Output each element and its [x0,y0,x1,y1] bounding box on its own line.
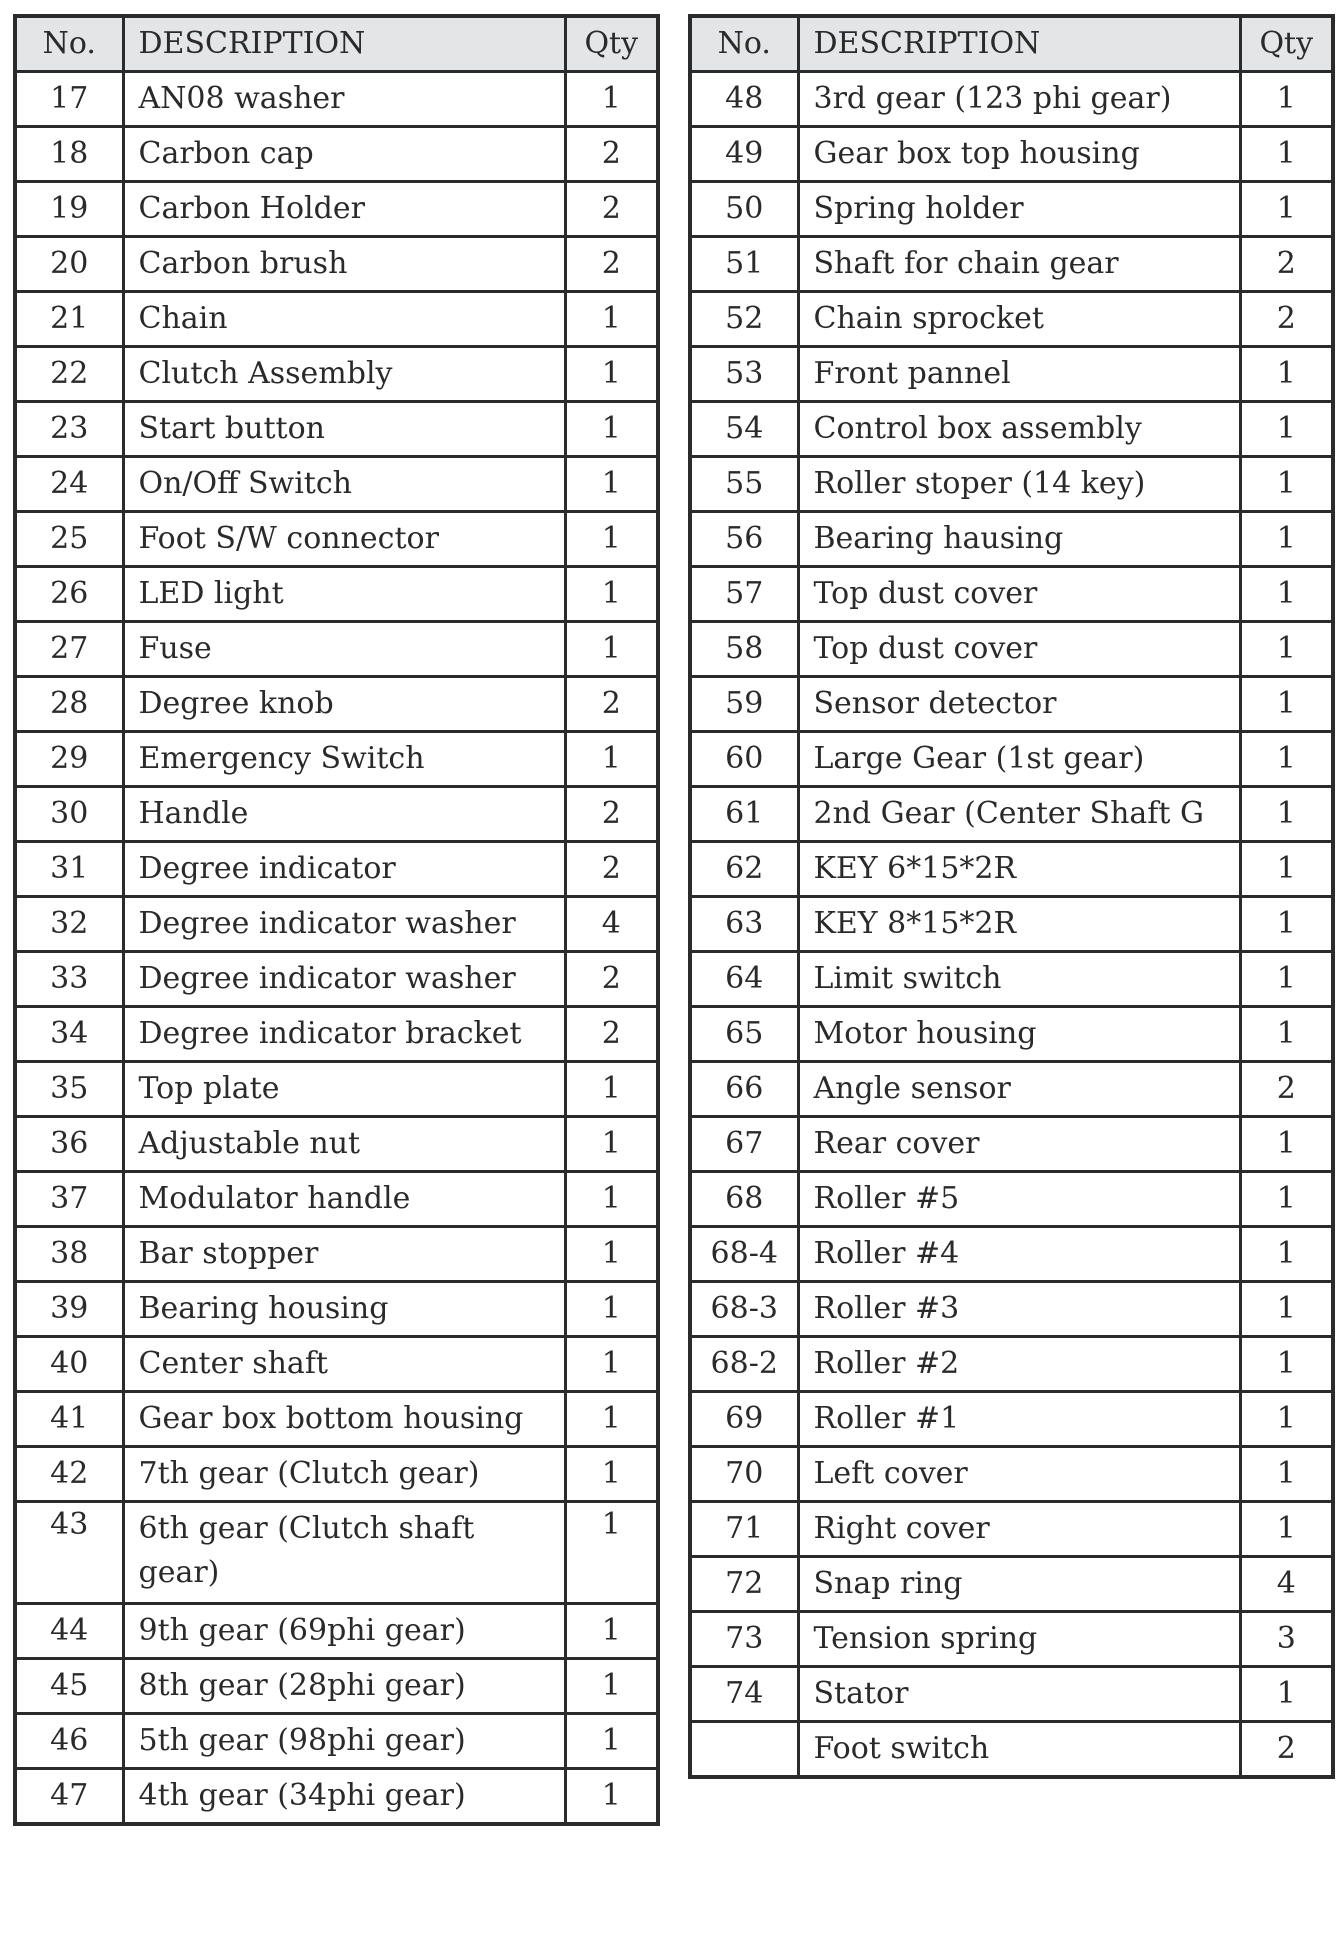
part-quantity: 1 [565,72,658,127]
part-quantity: 1 [1240,677,1333,732]
table-row [690,1007,1333,1062]
part-description: 9th gear (69phi gear) [123,1604,565,1659]
part-description: Roller #2 [798,1337,1240,1392]
part-quantity: 1 [1240,512,1333,567]
table-row [690,1172,1333,1227]
table-row [15,347,658,402]
part-quantity: 3 [1240,1612,1333,1667]
table-row [15,1337,658,1392]
part-number [690,1722,798,1778]
part-quantity: 1 [1240,72,1333,127]
part-number: 55 [690,457,798,512]
table-row [690,237,1333,292]
table-row [15,622,658,677]
part-number: 53 [690,347,798,402]
part-number: 71 [690,1502,798,1557]
part-number: 41 [15,1392,123,1447]
header-no: No. [15,16,123,72]
part-number: 34 [15,1007,123,1062]
part-quantity: 1 [1240,567,1333,622]
part-quantity: 1 [565,1392,658,1447]
part-number: 62 [690,842,798,897]
part-number: 68-4 [690,1227,798,1282]
part-description: Gear box bottom housing [123,1392,565,1447]
part-number: 67 [690,1117,798,1172]
part-quantity: 1 [1240,1447,1333,1502]
part-quantity: 1 [565,402,658,457]
table-row [690,127,1333,182]
part-quantity: 1 [565,1769,658,1825]
part-quantity: 1 [565,567,658,622]
part-quantity: 1 [1240,1502,1333,1557]
header-no: No. [690,16,798,72]
part-quantity: 1 [565,732,658,787]
table-row [15,457,658,512]
part-quantity: 2 [565,787,658,842]
part-number: 65 [690,1007,798,1062]
part-description: Fuse [123,622,565,677]
table-row [15,1604,658,1659]
part-number: 59 [690,677,798,732]
part-quantity: 1 [565,622,658,677]
table-row [690,1722,1333,1778]
part-number: 42 [15,1447,123,1502]
part-quantity: 1 [565,512,658,567]
part-number: 21 [15,292,123,347]
part-description: Limit switch [798,952,1240,1007]
table-row [15,677,658,732]
header-description: DESCRIPTION [123,16,565,72]
part-quantity: 1 [1240,402,1333,457]
part-quantity: 1 [1240,787,1333,842]
part-number: 47 [15,1769,123,1825]
part-number: 54 [690,402,798,457]
part-description: Roller #5 [798,1172,1240,1227]
part-quantity: 1 [1240,1007,1333,1062]
table-row [690,787,1333,842]
table-row [15,1062,658,1117]
part-description: Large Gear (1st gear) [798,732,1240,787]
part-number: 38 [15,1227,123,1282]
part-quantity: 1 [565,457,658,512]
part-quantity: 2 [1240,292,1333,347]
part-number: 32 [15,897,123,952]
part-description: Start button [123,402,565,457]
part-description: Carbon Holder [123,182,565,237]
part-description: Bearing housing [123,1282,565,1337]
part-description: LED light [123,567,565,622]
part-quantity: 1 [1240,182,1333,237]
table-row [690,952,1333,1007]
part-description: Foot switch [798,1722,1240,1778]
part-number: 28 [15,677,123,732]
part-number: 17 [15,72,123,127]
table-row [690,1612,1333,1667]
table-row [690,1447,1333,1502]
part-number: 20 [15,237,123,292]
header-description: DESCRIPTION [798,16,1240,72]
table-row [690,1337,1333,1392]
part-number: 19 [15,182,123,237]
part-description: Degree indicator [123,842,565,897]
table-row [15,1502,658,1604]
part-description: Gear box top housing [798,127,1240,182]
part-quantity: 2 [1240,1722,1333,1778]
part-number: 36 [15,1117,123,1172]
part-quantity: 1 [1240,1392,1333,1447]
part-quantity: 1 [1240,1282,1333,1337]
part-description: Modulator handle [123,1172,565,1227]
part-description: 4th gear (34phi gear) [123,1769,565,1825]
part-description: Shaft for chain gear [798,237,1240,292]
table-row [690,1502,1333,1557]
part-quantity: 1 [565,1714,658,1769]
table-row [15,732,658,787]
part-description: Top plate [123,1062,565,1117]
part-quantity: 1 [565,347,658,402]
part-description: Angle sensor [798,1062,1240,1117]
part-description: Chain [123,292,565,347]
table-row [690,897,1333,952]
part-number: 35 [15,1062,123,1117]
part-description: AN08 washer [123,72,565,127]
table-row [690,402,1333,457]
header-row [15,16,658,72]
table-row [15,1769,658,1825]
table-row [15,1392,658,1447]
part-number: 46 [15,1714,123,1769]
part-number: 37 [15,1172,123,1227]
part-description: Carbon cap [123,127,565,182]
part-description: 2nd Gear (Center Shaft G [798,787,1240,842]
part-description: Spring holder [798,182,1240,237]
table-row [15,952,658,1007]
table-row [690,292,1333,347]
part-description: KEY 6*15*2R [798,842,1240,897]
part-quantity: 1 [565,1659,658,1714]
table-row [690,457,1333,512]
part-quantity: 2 [1240,1062,1333,1117]
part-quantity: 1 [1240,1337,1333,1392]
part-number: 68-3 [690,1282,798,1337]
part-description: Top dust cover [798,567,1240,622]
part-quantity: 4 [1240,1557,1333,1612]
part-description: Adjustable nut [123,1117,565,1172]
part-number: 68-2 [690,1337,798,1392]
table-row [690,1282,1333,1337]
part-number: 58 [690,622,798,677]
part-quantity: 1 [1240,897,1333,952]
part-quantity: 2 [565,1007,658,1062]
parts-table-right [688,14,1335,1779]
part-number: 26 [15,567,123,622]
part-quantity: 2 [565,127,658,182]
part-description: Roller #3 [798,1282,1240,1337]
part-description: Top dust cover [798,622,1240,677]
part-number: 44 [15,1604,123,1659]
table-row [15,1282,658,1337]
table-row [15,402,658,457]
part-quantity: 1 [565,292,658,347]
part-description: Roller stoper (14 key) [798,457,1240,512]
part-quantity: 1 [565,1337,658,1392]
part-description: Chain sprocket [798,292,1240,347]
part-quantity: 2 [565,237,658,292]
part-number: 74 [690,1667,798,1722]
part-quantity: 1 [1240,347,1333,402]
part-number: 49 [690,127,798,182]
part-number: 39 [15,1282,123,1337]
table-row [690,1227,1333,1282]
part-quantity: 2 [565,677,658,732]
table-row [15,1227,658,1282]
table-row [690,72,1333,127]
part-description: Bar stopper [123,1227,565,1282]
parts-table-left [13,14,660,1826]
part-number: 63 [690,897,798,952]
table-row [15,1172,658,1227]
part-description: Right cover [798,1502,1240,1557]
part-number: 48 [690,72,798,127]
part-number: 22 [15,347,123,402]
part-description: Snap ring [798,1557,1240,1612]
part-number: 18 [15,127,123,182]
part-number: 40 [15,1337,123,1392]
table-row [690,677,1333,732]
right-table-body [690,72,1333,1778]
table-row [15,182,658,237]
table-row [690,1117,1333,1172]
table-row [15,1659,658,1714]
table-row [15,1714,658,1769]
table-row [15,787,658,842]
table-row [15,512,658,567]
part-number: 68 [690,1172,798,1227]
part-quantity: 1 [1240,1172,1333,1227]
table-row [15,1117,658,1172]
left-table-body [15,72,658,1825]
part-description: Left cover [798,1447,1240,1502]
part-description: Degree indicator washer [123,952,565,1007]
header-qty: Qty [1240,16,1333,72]
part-description: Tension spring [798,1612,1240,1667]
table-row [690,1062,1333,1117]
part-quantity: 1 [565,1172,658,1227]
part-description: KEY 8*15*2R [798,897,1240,952]
part-description: 5th gear (98phi gear) [123,1714,565,1769]
part-number: 56 [690,512,798,567]
part-quantity: 1 [1240,732,1333,787]
table-row [690,622,1333,677]
part-number: 51 [690,237,798,292]
part-quantity: 1 [565,1062,658,1117]
table-row [690,347,1333,402]
part-description: Degree indicator bracket [123,1007,565,1062]
part-quantity: 2 [1240,237,1333,292]
table-row [690,182,1333,237]
part-quantity: 1 [565,1447,658,1502]
part-description: Clutch Assembly [123,347,565,402]
part-description: Roller #1 [798,1392,1240,1447]
part-number: 23 [15,402,123,457]
table-row [15,897,658,952]
table-row [690,1557,1333,1612]
part-description: Front pannel [798,347,1240,402]
table-row [15,1007,658,1062]
part-quantity: 1 [1240,952,1333,1007]
table-row [690,842,1333,897]
part-number: 70 [690,1447,798,1502]
part-number: 45 [15,1659,123,1714]
part-description: Carbon brush [123,237,565,292]
part-quantity: 1 [565,1604,658,1659]
table-row [690,512,1333,567]
part-number: 69 [690,1392,798,1447]
table-row [15,127,658,182]
part-number: 72 [690,1557,798,1612]
part-number: 73 [690,1612,798,1667]
table-row [690,732,1333,787]
part-description: Motor housing [798,1007,1240,1062]
part-description: Center shaft [123,1337,565,1392]
part-quantity: 1 [565,1227,658,1282]
part-description: 6th gear (Clutch shaft gear) [123,1502,565,1604]
table-row [15,842,658,897]
part-description: Sensor detector [798,677,1240,732]
table-row [15,237,658,292]
table-row [690,567,1333,622]
part-description: Bearing hausing [798,512,1240,567]
part-quantity: 1 [1240,1227,1333,1282]
table-row [690,1667,1333,1722]
part-quantity: 2 [565,842,658,897]
part-quantity: 1 [565,1282,658,1337]
part-description: Rear cover [798,1117,1240,1172]
part-number: 66 [690,1062,798,1117]
part-number: 61 [690,787,798,842]
header-row [690,16,1333,72]
part-description: 3rd gear (123 phi gear) [798,72,1240,127]
part-number: 64 [690,952,798,1007]
part-quantity: 1 [1240,842,1333,897]
part-number: 31 [15,842,123,897]
table-row [15,72,658,127]
part-quantity: 1 [1240,1667,1333,1722]
part-number: 60 [690,732,798,787]
part-description: Stator [798,1667,1240,1722]
part-description: 8th gear (28phi gear) [123,1659,565,1714]
part-description: Handle [123,787,565,842]
part-number: 52 [690,292,798,347]
table-row [15,1447,658,1502]
header-qty: Qty [565,16,658,72]
part-description: Foot S/W connector [123,512,565,567]
part-quantity: 1 [565,1502,658,1604]
part-number: 27 [15,622,123,677]
part-number: 57 [690,567,798,622]
part-description: Control box assembly [798,402,1240,457]
part-description: Roller #4 [798,1227,1240,1282]
part-number: 25 [15,512,123,567]
part-description: Emergency Switch [123,732,565,787]
part-description: Degree knob [123,677,565,732]
part-quantity: 2 [565,952,658,1007]
part-number: 24 [15,457,123,512]
part-number: 43 [15,1502,123,1604]
table-row [15,292,658,347]
table-row [690,1392,1333,1447]
part-quantity: 1 [1240,457,1333,512]
part-quantity: 2 [565,182,658,237]
part-description: Degree indicator washer [123,897,565,952]
part-number: 33 [15,952,123,1007]
part-quantity: 1 [1240,622,1333,677]
part-number: 30 [15,787,123,842]
part-number: 29 [15,732,123,787]
part-number: 50 [690,182,798,237]
part-quantity: 1 [1240,127,1333,182]
part-quantity: 1 [565,1117,658,1172]
part-quantity: 1 [1240,1117,1333,1172]
part-quantity: 4 [565,897,658,952]
part-description: 7th gear (Clutch gear) [123,1447,565,1502]
table-row [15,567,658,622]
part-description: On/Off Switch [123,457,565,512]
